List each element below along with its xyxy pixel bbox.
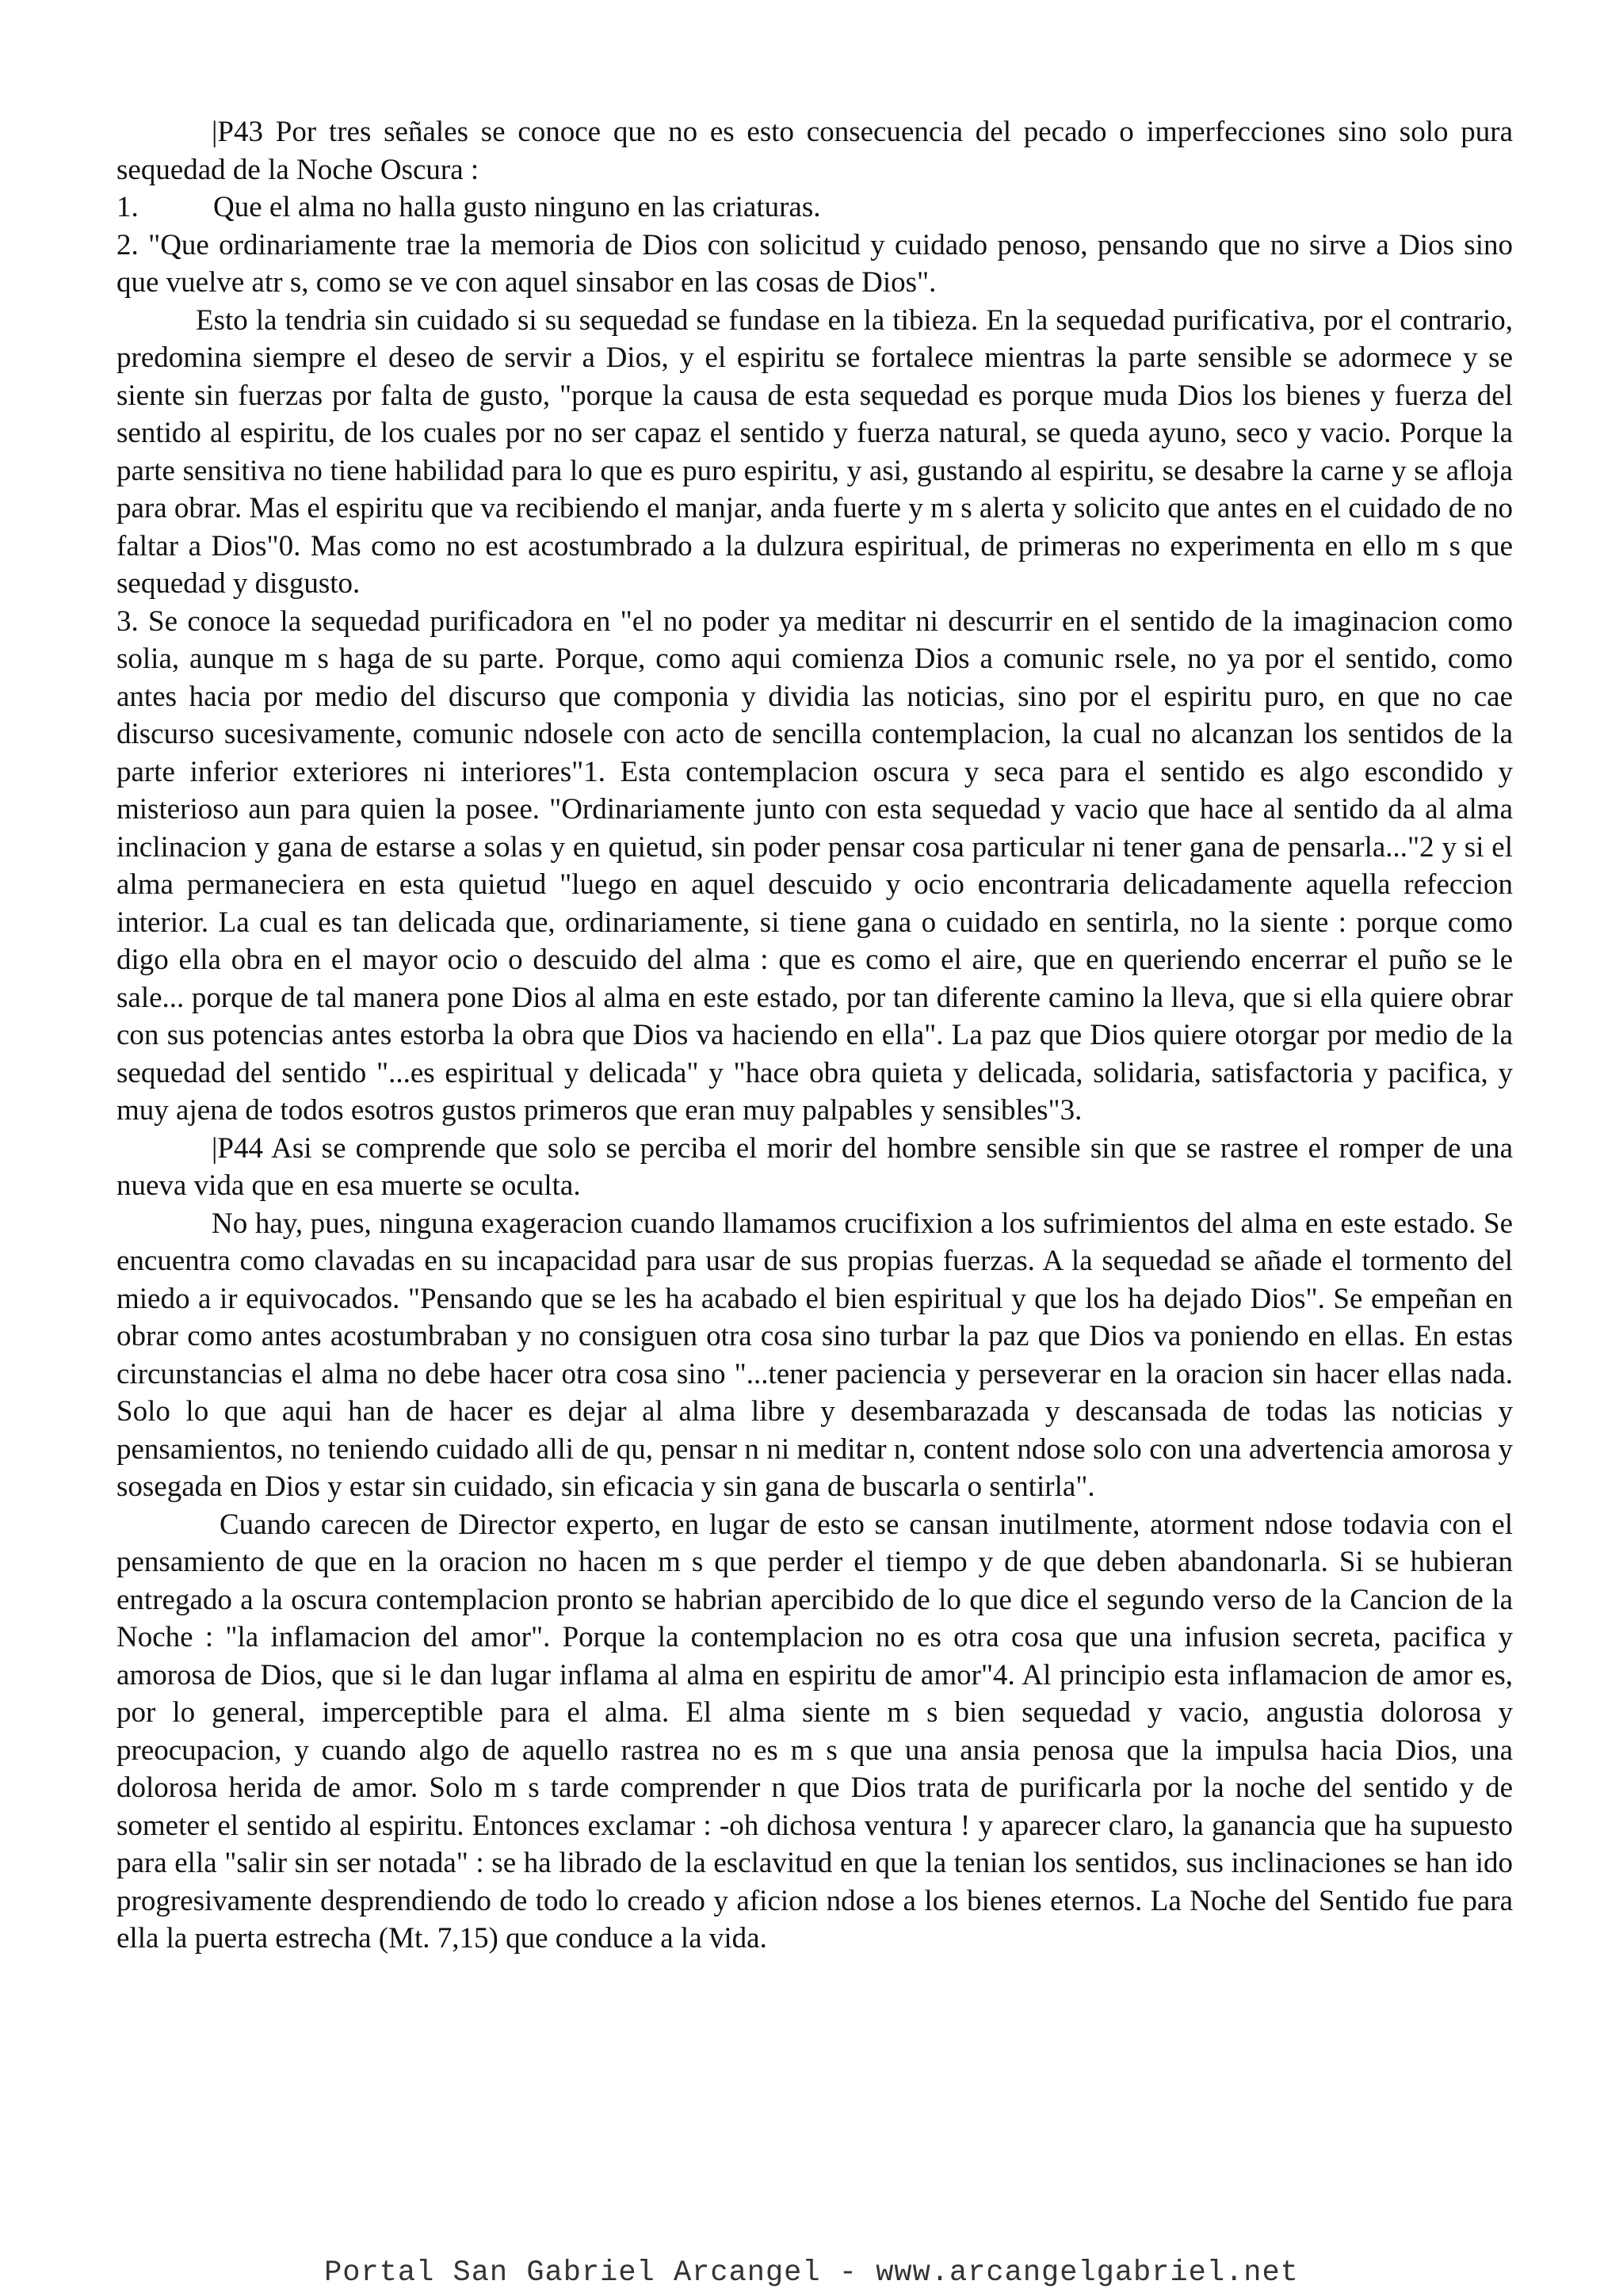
paragraph-sequedad: Esto la tendria sin cuidado si su sequedad se fundase en la tibieza. En la sequedad purificativa, por el contrario, predomina siempre el deseo de servir a Dios, y el espiritu se fortalece mientras la parte sensible se adormece y se siente sin fuerzas por falta de gusto, "porque la causa de esta sequedad es porque muda Dios los bienes y fuerza del sentido al espiritu, de los cuales por no ser capaz el sentido y fuerza natural, se queda ayuno, seco y vacio. Porque la parte sensitiva no tiene habilidad para lo que es puro espiritu, y asi, gustando al espiritu, se desabre la carne y se afloja para obrar. Mas el espiritu que va recibiendo el manjar, anda fuerte y m s alerta y solicito que antes en el cuidado de no faltar a Dios"0. Mas como no est acostumbrado a la dulzura espiritual, de primeras no experimenta en ello m s que sequedad y disgusto.	[116, 303, 1513, 600]
paragraph-director: Cuando carecen de Director experto, en lugar de esto se cansan inutilmente, atorment ndose todavia con el pensamiento de que en la oracion no hacen m s que perder el tiempo y de que deben abandonarla. Si se hubieran entregado a la oscura contemplacion pronto se habrian apercibido de lo que dice el segundo verso de la Cancion de la Noche : "la inflamacion del amor". Porque la contemplacion no es otra cosa que una infusion secreta, pacifica y amorosa de Dios, que si le dan lugar inflama al alma en espiritu de amor"4. Al principio esta inflamacion de amor es, por lo general, imperceptible para el alma. El alma siente m s bien sequedad y vacio, angustia dolorosa y preocupacion, y cuando algo de aquello rastrea no es m s que una ansia penosa que la impulsa hacia Dios, una dolorosa herida de amor. Solo m s tarde comprender n que Dios trata de purificarla por la noche del sentido y de someter el sentido al espiritu. Entonces exclamar : -oh dichosa ventura ! y aparecer claro, la ganancia que ha supuesto para ella "salir sin ser notada" : se ha librado de la esclavitud en que la tenian los sentidos, sus inclinaciones se han ido progresivamente desprendiendo de todo lo creado y aficion ndose a los bienes eternos. La Noche del Sentido fue para ella la puerta estrecha (Mt. 7,15) que conduce a la vida.	[116, 1508, 1513, 1955]
paragraph-p43: |P43 Por tres señales se conoce que no es esto consecuencia del pecado o imperfecciones sino solo pura sequedad de la Noche Oscura :	[116, 116, 1513, 186]
paragraph-p44: |P44 Asi se comprende que solo se perciba el morir del hombre sensible sin que se rastree el romper de una nueva vida que en esa muerte se oculta.	[116, 1131, 1513, 1202]
list-item-1	[116, 189, 1513, 227]
page-footer: Portal San Gabriel Arcangel - www.arcangelgabriel.net	[324, 2256, 1299, 2290]
list-item-2: 2. "Que ordinariamente trae la memoria de Dios con solicitud y cuidado penoso, pensando que no sirve a Dios sino que vuelve atr s, como se ve con aquel sinsabor en las cosas de Dios".	[116, 228, 1513, 299]
list-item-text: Que el alma no halla gusto ninguno en las criaturas.	[213, 191, 821, 223]
paragraph-crucifixion: No hay, pues, ninguna exageracion cuando llamamos crucifixion a los sufrimientos del alma en este estado. Se encuentra como clavadas en su incapacidad para usar de sus propias fuerzas. A la sequedad se añade el tormento del miedo a ir equivocados. "Pensando que se les ha acabado el bien espiritual y que los ha dejado Dios". Se empeñan en obrar como antes acostumbraban y no consiguen otra cosa sino turbar la paz que Dios va poniendo en ellas. En estas circunstancias el alma no debe hacer otra cosa sino "...tener paciencia y perseverar en la oracion sin hacer ellas nada. Solo lo que aqui han de hacer es dejar al alma libre y desembarazada y descansada de todas las noticias y pensamientos, no teniendo cuidado alli de qu, pensar n ni meditar n, content ndose solo con una advertencia amorosa y sosegada en Dios y estar sin cuidado, sin eficacia y sin gana de buscarla o sentirla".	[116, 1207, 1513, 1503]
document-body	[116, 113, 1513, 1958]
list-item-3: 3. Se conoce la sequedad purificadora en "el no poder ya meditar ni descurrir en el sentido de la imaginacion como solia, aunque m s haga de su parte. Porque, como aqui comienza Dios a comunic rsele, no ya por el sentido, como antes hacia por medio del discurso que componia y dividia las noticias, sino por el espiritu puro, en que no cae discurso sucesivamente, comunic ndosele con acto de sencilla contemplacion, la cual no alcanzan los sentidos de la parte inferior exteriores ni interiores"1. Esta contemplacion oscura y seca para el sentido es algo escondido y misterioso aun para quien la posee. "Ordinariamente junto con esta sequedad y vacio que hace al sentido da al alma inclinacion y gana de estarse a solas y en quietud, sin poder pensar cosa particular ni tener gana de pensarla..."2 y si el alma permaneciera en esta quietud "luego en aquel descuido y ocio encontraria delicadamente aquella refeccion interior. La cual es tan delicada que, ordinariamente, si tiene gana o cuidado en sentirla, no la siente : porque como digo ella obra en el mayor ocio o descuido del alma : que es como el aire, que en queriendo encerrar el puño se le sale... porque de tal manera pone Dios al alma en este estado, por tan diferente camino la lleva, que si ella quiere obrar con sus potencias antes estorba la obra que Dios va haciendo en ella". La paz que Dios quiere otorgar por medio de la sequedad del sentido "...es espiritual y delicada" y "hace obra quieta y delicada, solidaria, satisfactoria y pacifica, y muy ajena de todos esotros gustos primeros que eran muy palpables y sensibles"3.	[116, 605, 1513, 1127]
list-number: 1.	[116, 191, 139, 223]
